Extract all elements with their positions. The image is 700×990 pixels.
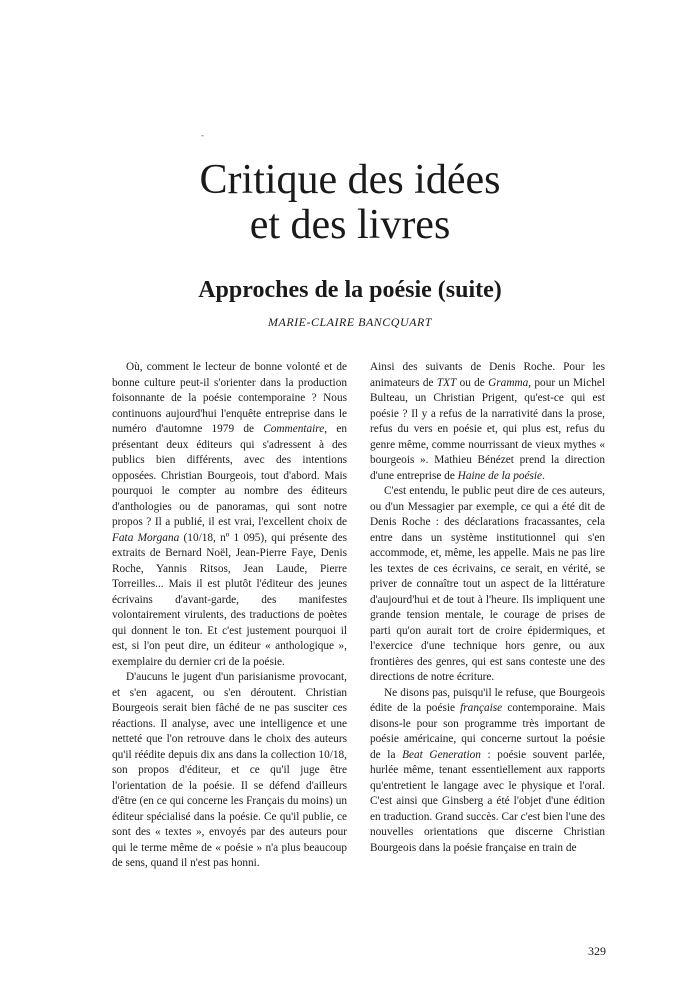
stray-mark: -	[201, 130, 204, 140]
page-number: 329	[588, 944, 606, 958]
journal-title: Gramma	[488, 376, 529, 389]
title-line-2: et des livres	[249, 202, 451, 248]
title-line-1: Critique des idées	[199, 157, 501, 203]
paragraph: Ne disons pas, puisqu'il le refuse, que Bourgeois édite de la poésie française contemporaine. Mais disons-le pour son programme très important de poésie américaine, qui concerne surtout la poésie de la Beat Generation : poésie souvent parlée, hurlée même, tenant essentiellement aux rapports qu'entretient le langage avec le physique et l'oral. C'est ainsi que Ginsberg a été l'objet d'une édition en traduction. Grand succès. Car c'est bien l'une des nouvelles orientations que discerne Christian Bourgeois dans la poésie française en train de	[370, 686, 605, 854]
book-title: Fata Morgana	[112, 531, 180, 544]
journal-title: TXT	[436, 376, 457, 389]
left-column	[112, 360, 347, 872]
journal-title: Commentaire	[263, 423, 325, 435]
paragraph: Ainsi des suivants de Denis Roche. Pour les animateurs de TXT ou de Gramma, pour un Michel Bulteau, un Christian Prigent, qu'est-ce qui est poésie ? Il y a refus de la narrativité dans la prose, refus du vers en poésie et, qui plus est, refus du genre même, comme nourrissant de vieux mythes « bourgeois ». Mathieu Bénézet prend la direction d'une entreprise de Haine de la poésie.	[370, 361, 605, 482]
subtitle: Approches de la poésie (suite)	[198, 277, 502, 303]
right-column	[370, 360, 605, 856]
paragraph: Où, comment le lecteur de bonne volonté et de bonne culture peut-il s'orienter dans la production foisonnante de la poésie contemporaine ? Nous continuons aujourd'hui l'enquête entreprise dans le numéro d'automne 1979 de Commentaire, en présentant deux éditeurs qui s'adressent à des publics bien différents, avec des intentions opposées. Christian Bourgeois, tout d'abord. Mais pourquoi le compter au nombre des éditeurs d'anthologies ou de panoramas, qui sont notre propos ? Il a publié, il est vrai, l'excellent choix de Fata Morgana (10/18, nº 1 095), qui présente des extraits de Bernard Noël, Jean-Pierre Faye, Denis Roche, Yannis Ritsos, Jean Laude, Pierre Torreilles... Mais il est plutôt l'éditeur des jeunes écrivains d'avant-garde, des manifestes volontairement virulents, des traductions de poètes qui donnent le ton. Et c'est justement pourquoi il est, si l'on peut dire, un éditeur « anthologique », exemplaire du dernier cri de la poésie.	[112, 361, 347, 668]
emphasis: française	[460, 702, 503, 714]
paragraph: C'est entendu, le public peut dire de ces auteurs, ou d'un Messagier par exemple, ce qui a été dit de Denis Roche : des déclarations fracassantes, cela entre dans un système institutionnel qui s'en accommode, et, même, les appelle. Mais ne pas lire les textes de ces écrivains, ce serait, en vérité, se priver de connaître tout un aspect de la littérature d'aujourd'hui et de tout à l'heure. Ils impliquent une grande tension mentale, le courage de prises de parti qu'on aurait tort de croire épidermiques, et l'exercice d'une technique hors genre, ou aux frontières des genres, qui est sans conteste une des directions de notre écriture.	[370, 485, 605, 683]
movement-name: Beat Generation	[402, 748, 481, 761]
collection-title: Haine de la poésie	[457, 469, 543, 482]
paragraph: D'aucuns le jugent d'un parisianisme provocant, et s'en agacent, ou s'en déroutent. Christian Bourgeois serait bien fâché de ne pas susciter ces réactions. Il analyse, avec une intelligence et une netteté que l'on retrouve dans le choix des auteurs qu'il réédite depuis dix ans dans la collection 10/18, son propos d'éditeur, et ce qu'il juge être l'orientation de la poésie. Il se défend d'ailleurs d'être (en ce qui concerne les Français du moins) un éditeur spécialisé dans la poésie. Ce qu'il publie, ce sont des « textes », envoyés par des auteurs pour qui le terme même de « poésie » n'a plus beaucoup de sens, quand il n'est pas honni.	[112, 671, 347, 869]
author-byline: MARIE-CLAIRE BANCQUART	[268, 315, 432, 329]
